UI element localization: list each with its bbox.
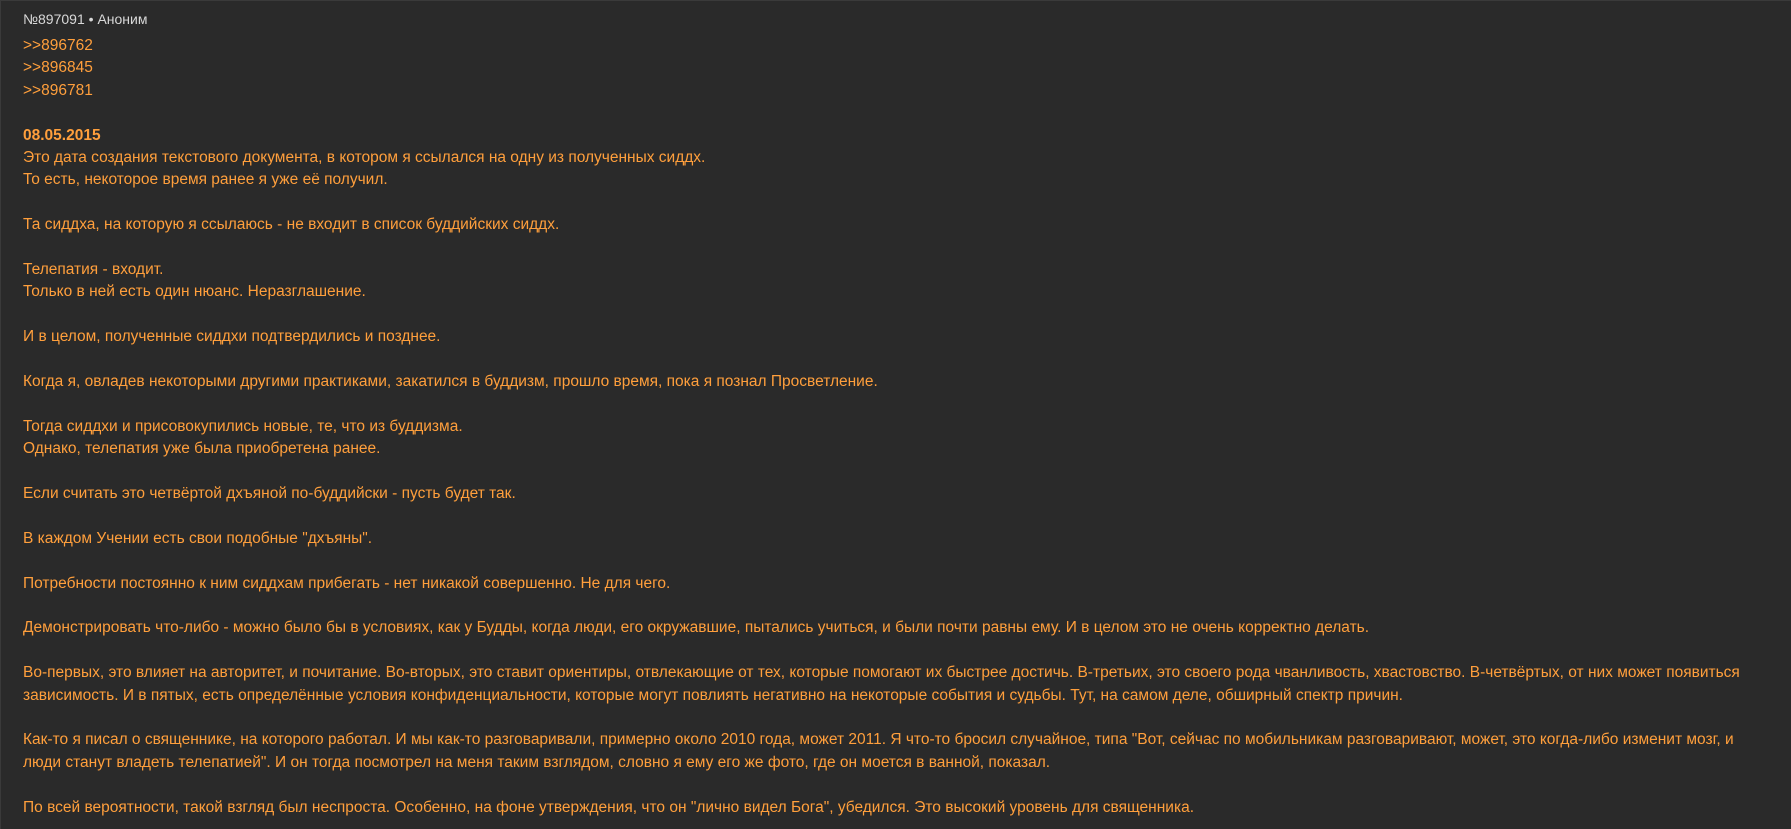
- blank-line: [23, 595, 1791, 617]
- post-text-line: Тогда сиддхи и присовокупились новые, те, что из буддизма.: [23, 417, 463, 435]
- post-text-line: Когда я, овладев некоторыми другими практиками, закатился в буддизм, прошло время, пока я познал Просветление.: [23, 373, 878, 391]
- post-text-line: Как-то я писал о священнике, на которого работал. И мы как-то разговаривали, примерно около 2010 года, может 2011. Я что-то бросил случайное, типа "Вот, сейчас по мобильникам разговаривают, может, это когда-либо изменит мозг, и: [23, 731, 1734, 749]
- blank-line: [23, 192, 1791, 214]
- post-text-line: В каждом Учении есть свои подобные "дхъяны".: [23, 529, 373, 547]
- post-author: Аноним: [97, 11, 148, 27]
- blank-line: [23, 102, 1791, 124]
- blank-line: [23, 774, 1791, 796]
- post-text-line: То есть, некоторое время ранее я уже её получил.: [23, 171, 388, 189]
- post-header: [23, 10, 1791, 28]
- blank-line: [23, 349, 1791, 371]
- reply-link[interactable]: >>896845: [23, 59, 93, 77]
- blank-line: [23, 237, 1791, 259]
- post-text-line: Демонстрировать что-либо - можно было бы в условиях, как у Будды, когда люди, его окружавшие, пытались учиться, и были почти равны ему. И в целом это не очень корректно делать.: [23, 619, 1370, 637]
- blank-line: [23, 640, 1791, 662]
- post-text-line: люди станут владеть телепатией". И он тогда посмотрел на меня таким взглядом, словно я ему его же фото, где он моется в ванной, показал.: [23, 753, 1051, 771]
- blank-line: [23, 505, 1791, 527]
- blank-line: [23, 304, 1791, 326]
- blank-line: [23, 393, 1791, 415]
- post-text-line: Та сиддха, на которую я ссылаюсь - не входит в список буддийских сиддх.: [23, 216, 560, 234]
- post-text-line: Это дата создания текстового документа, в котором я ссылался на одну из полученных сиддх.: [23, 149, 706, 167]
- post-text-line: Во-первых, это влияет на авторитет, и почитание. Во-вторых, это ставит ориентиры, отвлекающие от тех, которые помогают их быстрее достичь. В-третьих, это своего рода чванливость, хвастовство. В-четвёртых, от них может появиться: [23, 664, 1740, 682]
- post-text-line: Только в ней есть один нюанс. Неразглашение.: [23, 283, 366, 301]
- post-date: 08.05.2015: [23, 126, 101, 144]
- reply-link[interactable]: >>896781: [23, 81, 93, 99]
- post-text-line: Однако, телепатия уже была приобретена ранее.: [23, 440, 381, 458]
- reply-link[interactable]: >>896762: [23, 37, 93, 54]
- header-separator: •: [88, 11, 94, 27]
- post-text-line: Телепатия - входит.: [23, 261, 164, 279]
- post-text-line: зависимость. И в пятых, есть определённые условия конфиденциальности, которые могут повлиять негативно на некоторые события и судьбы. Тут, на самом деле, обширный спектр причин.: [23, 686, 1403, 704]
- post-text-line: Если считать это четвёртой дхъяной по-буддийски - пусть будет так.: [23, 485, 516, 503]
- post-text-line: И в целом, полученные сиддхи подтвердились и позднее.: [23, 328, 441, 346]
- post-text-line: По всей вероятности, такой взгляд был неспроста. Особенно, на фоне утверждения, что он "лично видел Бога", убедился. Это высокий уровень для священника.: [23, 798, 1194, 816]
- post-text: [23, 147, 1791, 819]
- blank-line: [23, 707, 1791, 729]
- blank-line: [23, 550, 1791, 572]
- post-body: [23, 35, 1791, 819]
- blank-line: [23, 461, 1791, 483]
- post-number[interactable]: №897091: [23, 11, 85, 27]
- post-text-line: Потребности постоянно к ним сиддхам прибегать - нет никакой совершенно. Не для чего.: [23, 574, 671, 592]
